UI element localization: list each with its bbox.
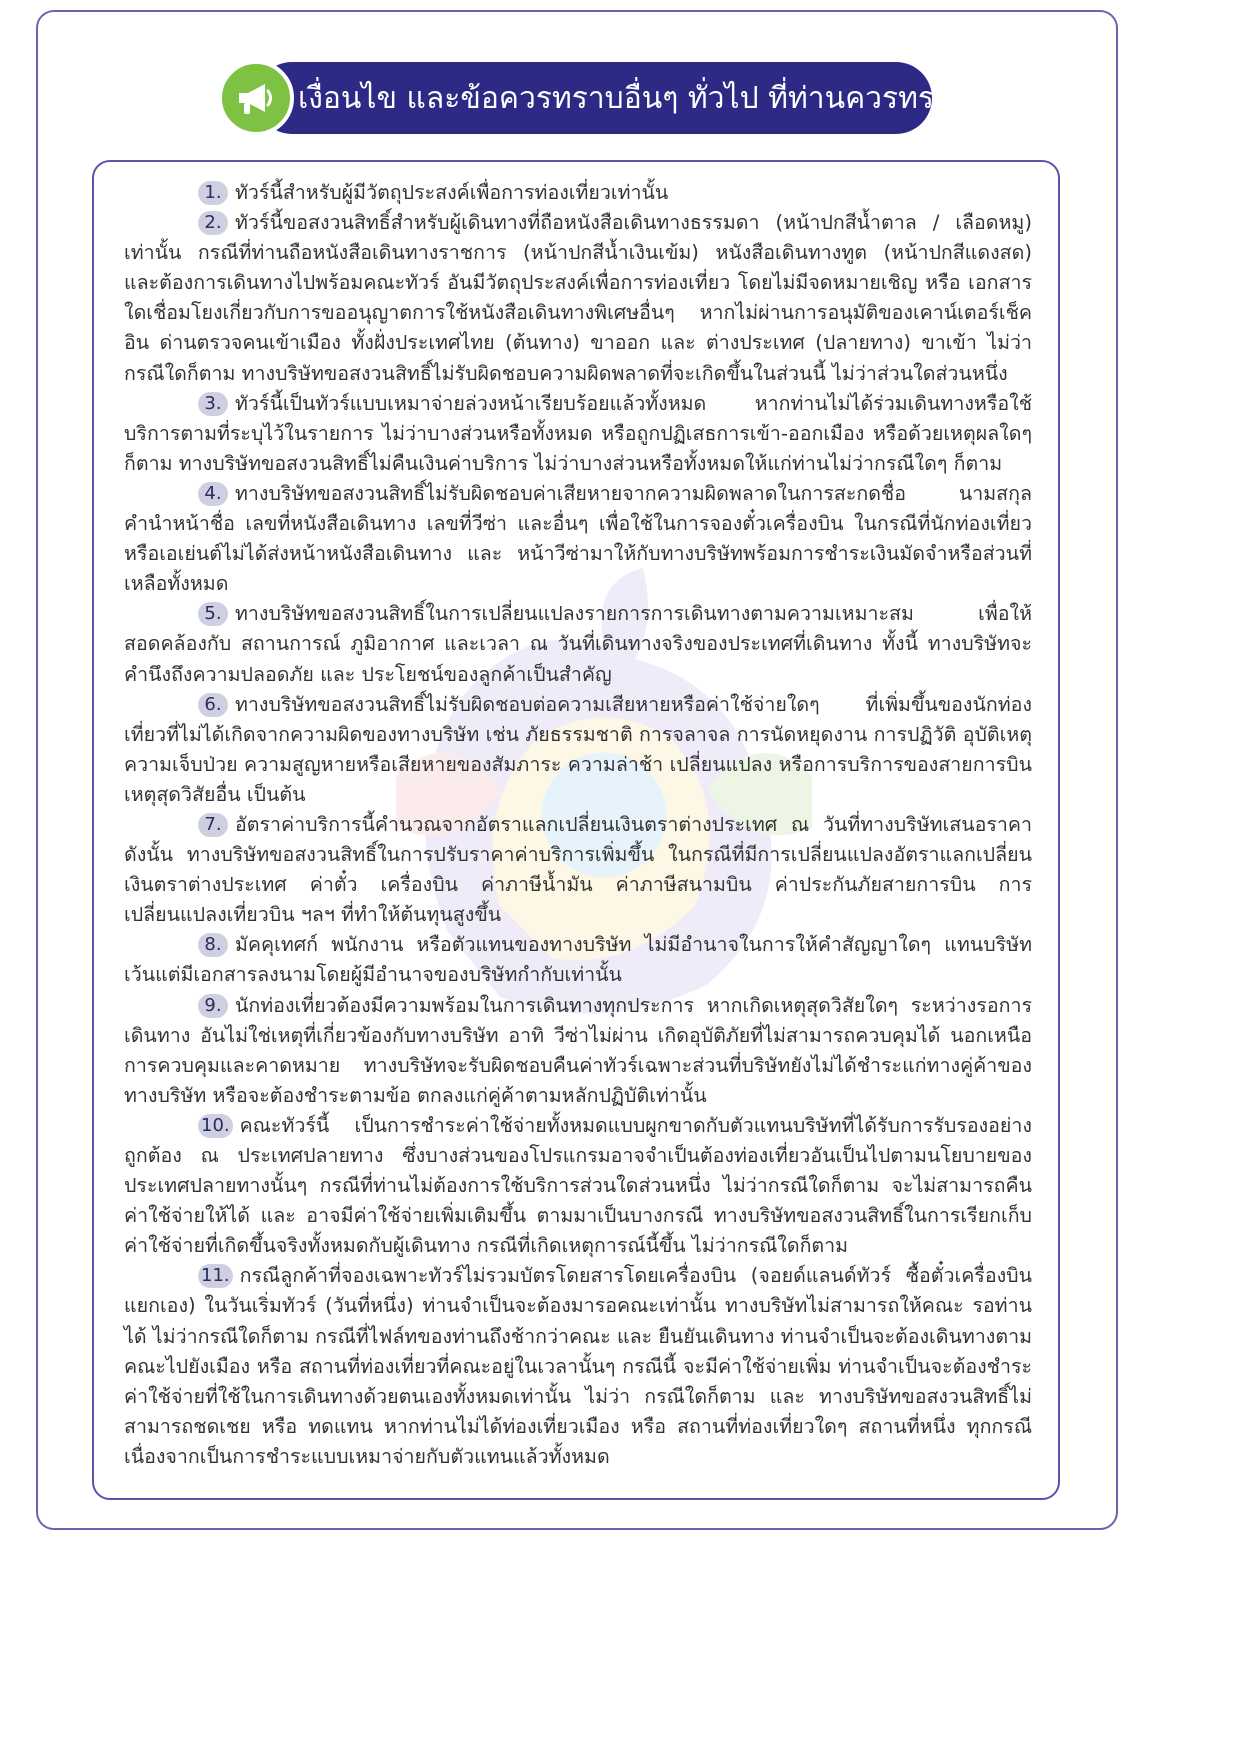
term-text: มัคคุเทศก์ พนักงาน หรือตัวแทนของทางบริษัท ไม่มีอำนาจในการให้คำสัญญาใดๆ แทนบริษัท เว้นแต่มีเอกสารลงนามโดยผู้มีอำนาจของบริษัทกำกับเท่านั้น [124, 933, 1032, 987]
term-number: 6. [198, 693, 228, 717]
term-text: ทางบริษัทขอสงวนสิทธิ์ในการเปลี่ยนแปลงรายการการเดินทางตามความเหมาะสม เพื่อให้สอดคล้องกับ สถานการณ์ ภูมิอากาศ และเวลา ณ วันที่เดินทางจริงของประเทศที่เดินทาง ทั้งนี้ ทางบริษัทจะคำนึงถึงความปลอดภัย และ ประโยชน์ของลูกค้าเป็นสำคัญ [124, 602, 1032, 686]
term-number: 7. [198, 813, 228, 837]
term-text: ทัวร์นี้สำหรับผู้มีวัตถุประสงค์เพื่อการท่องเที่ยวเท่านั้น [235, 181, 669, 204]
term-number: 1. [198, 181, 228, 205]
megaphone-icon [218, 60, 294, 136]
term-text: ทัวร์นี้ขอสงวนสิทธิ์สำหรับผู้เดินทางที่ถือหนังสือเดินทางธรรมดา (หน้าปกสีน้ำตาล / เลือดหมู) เท่านั้น กรณีที่ท่านถือหนังสือเดินทางราชการ (หน้าปกสีน้ำเงินเข้ม) หนังสือเดินทางทูต (หน้าปกสีแดงสด) และต้องการเดินทางไปพร้อมคณะทัวร์ อันมีวัตถุประสงค์เพื่อการท่องเที่ยว โดยไม่มีจดหมายเชิญ หรือ เอกสารใดเชื่อมโยงเกี่ยวกับการขออนุญาตการใช้หนังสือเดินทางพิเศษอื่นๆ หากไม่ผ่านการอนุมัติของเคาน์เตอร์เช็คอิน ด่านตรวจคนเข้าเมือง ทั้งฝั่งประเทศไทย (ต้นทาง) ขาออก และ ต่างประเทศ (ปลายทาง) ขาเข้า ไม่ว่ากรณีใดก็ตาม ทางบริษัทขอสงวนสิทธิ์ไม่รับผิดชอบความผิดพลาดที่จะเกิดขึ้นในส่วนนี้ ไม่ว่าส่วนใดส่วนหนึ่ง [124, 211, 1032, 385]
term-item-6 [124, 690, 1032, 810]
term-text: นักท่องเที่ยวต้องมีความพร้อมในการเดินทางทุกประการ หากเกิดเหตุสุดวิสัยใดๆ ระหว่างรอการเดินทาง อันไม่ใช่เหตุที่เกี่ยวข้องกับทางบริษัท อาทิ วีซ่าไม่ผ่าน เกิดอุบัติภัยที่ไม่สามารถควบคุมได้ นอกเหนือการควบคุมและคาดหมาย ทางบริษัทจะรับผิดชอบคืนค่าทัวร์เฉพาะส่วนที่บริษัทยังไม่ได้ชำระแก่ทางคู่ค้าของทางบริษัท หรือจะต้องชำระตามข้อ ตกลงแก่คู่ค้าตามหลักปฏิบัติเท่านั้น [124, 993, 1032, 1107]
term-item-11 [124, 1261, 1032, 1472]
term-text: ทางบริษัทขอสงวนสิทธิ์ไม่รับผิดชอบต่อความเสียหายหรือค่าใช้จ่ายใดๆ ที่เพิ่มขึ้นของนักท่องเที่ยวที่ไม่ได้เกิดจากความผิดของทางบริษัท เช่น ภัยธรรมชาติ การจลาจล การนัดหยุดงาน การปฏิวัติ อุบัติเหตุ ความเจ็บป่วย ความสูญหายหรือเสียหายของสัมภาระ ความล่าช้า เปลี่ยนแปลง หรือการบริการของสายการบิน เหตุสุดวิสัยอื่น เป็นต้น [124, 692, 1032, 806]
term-number: 5. [198, 602, 228, 626]
section-title: เงื่อนไข และข้อควรทราบอื่นๆ ทั่วไป ที่ท่านควรทราบ [298, 80, 970, 116]
term-text: ทัวร์นี้เป็นทัวร์แบบเหมาจ่ายล่วงหน้าเรียบร้อยแล้วทั้งหมด หากท่านไม่ได้ร่วมเดินทางหรือใช้บริการตามที่ระบุไว้ในรายการ ไม่ว่าบางส่วนหรือทั้งหมด หรือถูกปฏิเสธการเข้า-ออกเมือง หรือด้วยเหตุผลใดๆ ก็ตาม ทางบริษัทขอสงวนสิทธิ์ไม่คืนเงินค่าบริการ ไม่ว่าบางส่วนหรือทั้งหมดให้แก่ท่านไม่ว่ากรณีใดๆ ก็ตาม [124, 391, 1032, 475]
section-header [218, 60, 970, 136]
term-text: กรณีลูกค้าที่จองเฉพาะทัวร์ไม่รวมบัตรโดยสารโดยเครื่องบิน (จอยด์แลนด์ทัวร์ ซื้อตั๋วเครื่องบินแยกเอง) ในวันเริ่มทัวร์ (วันที่หนึ่ง) ท่านจำเป็นจะต้องมารอคณะเท่านั้น ทางบริษัทไม่สามารถให้คณะ รอท่านได้ ไม่ว่ากรณีใดก็ตาม กรณีที่ไฟล์ทของท่านถึงช้ากว่าคณะ และ ยืนยันเดินทาง ท่านจำเป็นจะต้องเดินทางตามคณะไปยังเมือง หรือ สถานที่ท่องเที่ยวที่คณะอยู่ในเวลานั้นๆ กรณีนี้ จะมีค่าใช้จ่ายเพิ่ม ท่านจำเป็นจะต้องชำระค่าใช้จ่ายที่ใช้ในการเดินทางด้วยตนเองทั้งหมดเท่านั้น ไม่ว่า กรณีใดก็ตาม และ ทางบริษัทขอสงวนสิทธิ์ไม่สามารถชดเชย หรือ ทดแทน หากท่านไม่ได้ท่องเที่ยวเมือง หรือ สถานที่ท่องเที่ยวใดๆ สถานที่หนึ่ง ทุกกรณี เนื่องจากเป็นการชำระแบบเหมาจ่ายกับตัวแทนแล้วทั้งหมด [124, 1264, 1032, 1468]
term-item-1 [124, 178, 1032, 208]
header-pill [256, 62, 970, 134]
term-number: 8. [198, 933, 228, 957]
term-number: 3. [198, 392, 228, 416]
term-item-9 [124, 991, 1032, 1111]
megaphone-icon-graphic [235, 78, 277, 118]
term-number: 11. [198, 1264, 233, 1288]
term-item-7 [124, 810, 1032, 930]
terms-list [124, 178, 1032, 1472]
term-item-3 [124, 389, 1032, 479]
term-item-2 [124, 208, 1032, 389]
term-item-10 [124, 1111, 1032, 1261]
term-number: 4. [198, 482, 228, 506]
term-text: คณะทัวร์นี้ เป็นการชำระค่าใช้จ่ายทั้งหมดแบบผูกขาดกับตัวแทนบริษัทที่ได้รับการรับรองอย่างถูกต้อง ณ ประเทศปลายทาง ซึ่งบางส่วนของโปรแกรมอาจจำเป็นต้องท่องเที่ยวอันเป็นไปตามนโยบายของประเทศปลายทางนั้นๆ กรณีที่ท่านไม่ต้องการใช้บริการส่วนใดส่วนหนึ่ง ไม่ว่ากรณีใดก็ตาม จะไม่สามารถคืนค่าใช้จ่ายให้ได้ และ อาจมีค่าใช้จ่ายเพิ่มเติมขึ้น ตามมาเป็นบางกรณี ทางบริษัทขอสงวนสิทธิ์ในการเรียกเก็บค่าใช้จ่ายที่เกิดขึ้นจริงทั้งหมดกับผู้เดินทาง กรณีที่เกิดเหตุการณ์นี้ขึ้น ไม่ว่ากรณีใดก็ตาม [124, 1113, 1032, 1258]
terms-panel [92, 160, 1060, 1500]
term-number: 10. [198, 1114, 233, 1138]
term-item-5 [124, 599, 1032, 689]
term-number: 2. [198, 211, 228, 235]
term-item-8 [124, 930, 1032, 990]
term-text: อัตราค่าบริการนี้คำนวณจากอัตราแลกเปลี่ยนเงินตราต่างประเทศ ณ วันที่ทางบริษัทเสนอราคา ดังนั้น ทางบริษัทขอสงวนสิทธิ์ในการปรับราคาค่าบริการเพิ่มขึ้น ในกรณีที่มีการเปลี่ยนแปลงอัตราแลกเปลี่ยนเงินตราต่างประเทศ ค่าตั๋ว เครื่องบิน ค่าภาษีน้ำมัน ค่าภาษีสนามบิน ค่าประกันภัยสายการบิน การเปลี่ยนแปลงเที่ยวบิน ฯลฯ ที่ทำให้ต้นทุนสูงขึ้น [124, 812, 1032, 927]
term-item-4 [124, 479, 1032, 599]
term-text: ทางบริษัทขอสงวนสิทธิ์ไม่รับผิดชอบค่าเสียหายจากความผิดพลาดในการสะกดชื่อ นามสกุล คำนำหน้าชื่อ เลขที่หนังสือเดินทาง เลขที่วีซ่า และอื่นๆ เพื่อใช้ในการจองตั๋วเครื่องบิน ในกรณีที่นักท่องเที่ยว หรือเอเย่นต์ไม่ได้ส่งหน้าหนังสือเดินทาง และ หน้าวีซ่ามาให้กับทางบริษัทพร้อมการชำระเงินมัดจำหรือส่วนที่เหลือทั้งหมด [124, 481, 1032, 596]
term-number: 9. [198, 994, 228, 1018]
